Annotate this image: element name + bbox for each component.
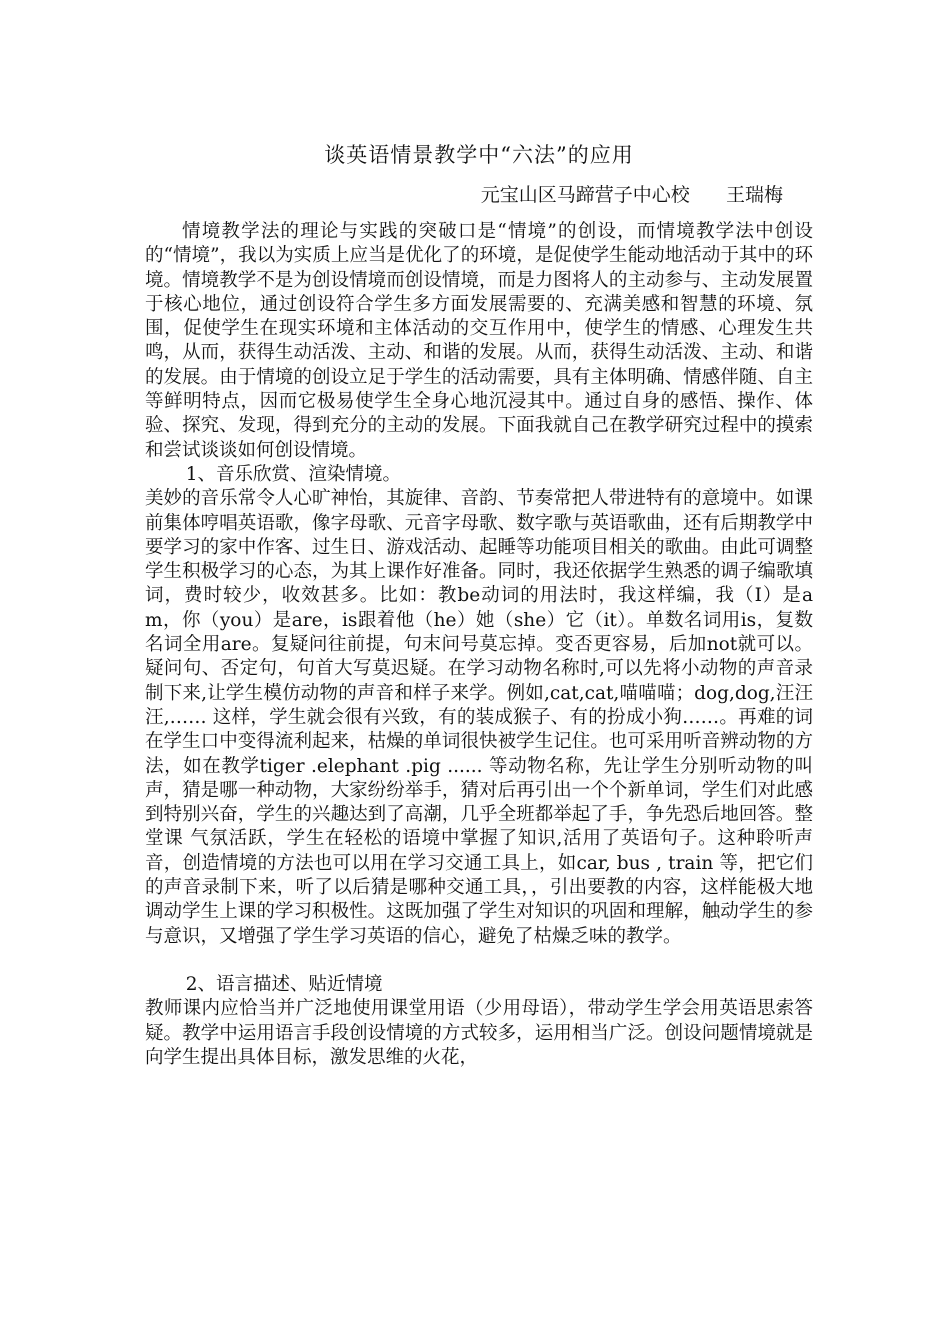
intro-paragraph: 情境教学法的理论与实践的突破口是“情境”的创设，而情境教学法中创设的“情境”，我以为实质上应当是优化了的环境，是促使学生能动地活动于其中的环境。情境教学不是为创设情境而创设情境，而是力图将人的主动参与、主动发展置于核心地位，通过创设符合学生多方面发展需要的、充满美感和智慧的环境、氛围，促使学生在现实环境和主体活动的交互作用中，使学生的情感、心理发生共鸣，从而，获得生动活泼、主动、和谐的发展。从而，获得生动活泼、主动、和谐的发展。由于情境的创设立足于学生的活动需要，具有主体明确、情感伴随、自主等鲜明特点，因而它极易使学生全身心地沉浸其中。通过自身的感悟、操作、体验、探究、发现，得到充分的主动的发展。下面我就自己在教学研究过程中的摸索和尝试谈谈如何创设情境。 — [145, 221, 813, 461]
section-body-1: 美妙的音乐常令人心旷神怡，其旋律、音韵、节奏常把人带进特有的意境中。如课前集体哼唱英语歌，像字母歌、元音字母歌、数字歌与英语歌曲，还有后期教学中要学习的家中作客、过生日、游戏活动、起睡等功能项目相关的歌曲。由此可调整学生积极学习的心态，为其上课作好准备。同时，我还依据学生熟悉的调子编歌填词，费时较少，收效甚多。比如：教be动词的用法时，我这样编，我（I）是am，你（you）是are，is跟着他（he）她（she）它（it）。单数名词用is，复数名词全用are。复疑问往前提，句末问号莫忘掉。变否更容易，后加not就可以。疑问句、否定句，句首大写莫迟疑。在学习动物名称时,可以先将小动物的声音录制下来,让学生模仿动物的声音和样子来学。例如,cat,cat,喵喵喵；dog,dog,汪汪汪,…… 这样，学生就会很有兴致，有的装成猴子、有的扮成小狗……。再难的词在学生口中变得流利起来，枯燥的单词很快被学生记住。也可采用听音辨动物的方法，如在教学tiger .elephant .pig ...... 等动物名称，先让学生分别听动物的叫声，猜是哪一种动物，大家纷纷举手，猜对后再引出一个个新单词，学生们对此感到特别兴奋，学生的兴趣达到了高潮，几乎全班都举起了手，争先恐后地回答。整堂课 气氛活跃，学生在轻松的语境中掌握了知识,活用了英语句子。这种聆听声音，创造情境的方法也可以用在学习交通工具上，如car, bus , train 等，把它们的声音录制下来，听了以后猜是哪种交通工具，，引出要教的内容，这样能极大地调动学生上课的学习积极性。这既加强了学生对知识的巩固和理解，触动学生的参与意识，又增强了学生学习英语的信心，避免了枯燥乏味的教学。 — [145, 488, 813, 947]
section-body-2: 教师课内应恰当并广泛地使用课堂用语（少用母语），带动学生学会用英语思索答疑。教学中运用语言手段创设情境的方式较多，运用相当广泛。创设问题情境就是向学生提出具体目标，激发思维的火花， — [145, 998, 813, 1068]
author-byline: 元宝山区马蹄营子中心校 王瑞梅 — [480, 184, 783, 206]
document-page — [145, 140, 813, 1070]
section-heading-1: 1、音乐欣赏、渲染情境。 — [185, 463, 401, 485]
section-heading-2: 2、语言描述、贴近情境 — [185, 973, 383, 995]
document-title: 谈英语情景教学中“六法”的应用 — [324, 143, 634, 167]
paragraph-gap — [145, 949, 813, 973]
